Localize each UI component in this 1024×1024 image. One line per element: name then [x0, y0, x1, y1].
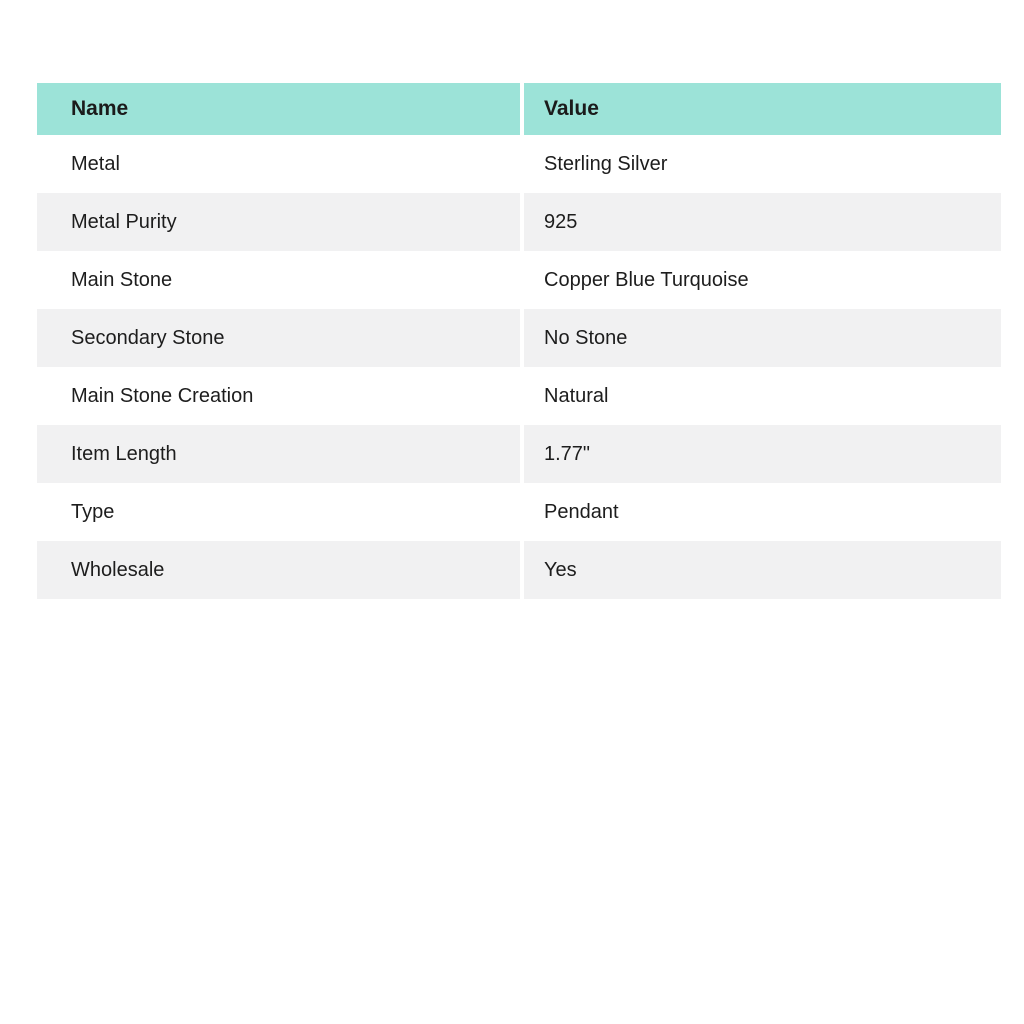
attribute-value-cell: Pendant [522, 483, 1001, 541]
attribute-name-cell: Main Stone [71, 268, 173, 291]
attribute-value-cell: Yes [522, 541, 1001, 599]
attribute-value-cell: 1.77" [522, 425, 1001, 483]
product-attributes-table [37, 83, 1001, 599]
attribute-name-cell: Item Length [71, 442, 177, 465]
attribute-value-cell: Sterling Silver [522, 135, 1001, 193]
attribute-name-cell: Metal [71, 152, 120, 175]
table-row [37, 367, 1001, 425]
attribute-name-cell: Metal Purity [71, 210, 177, 233]
attribute-value-cell: Natural [522, 367, 1001, 425]
attribute-value-cell: No Stone [522, 309, 1001, 367]
table-row [37, 483, 1001, 541]
attribute-value-cell: Copper Blue Turquoise [522, 251, 1001, 309]
table-row [37, 251, 1001, 309]
table-row [37, 425, 1001, 483]
table-header [37, 83, 1001, 135]
column-header-name: Name [37, 83, 522, 135]
attribute-name-cell: Main Stone Creation [71, 384, 254, 407]
attribute-value-cell: 925 [522, 193, 1001, 251]
header-row [37, 83, 1001, 135]
product-attributes-section [37, 83, 1001, 599]
attribute-name-cell: Wholesale [71, 558, 165, 581]
attribute-name-cell: Type [71, 500, 115, 523]
table-row [37, 541, 1001, 599]
attribute-name-cell: Secondary Stone [71, 326, 225, 349]
column-header-value: Value [522, 83, 1001, 135]
table-body [37, 135, 1001, 599]
table-row [37, 135, 1001, 193]
table-row [37, 193, 1001, 251]
table-row [37, 309, 1001, 367]
